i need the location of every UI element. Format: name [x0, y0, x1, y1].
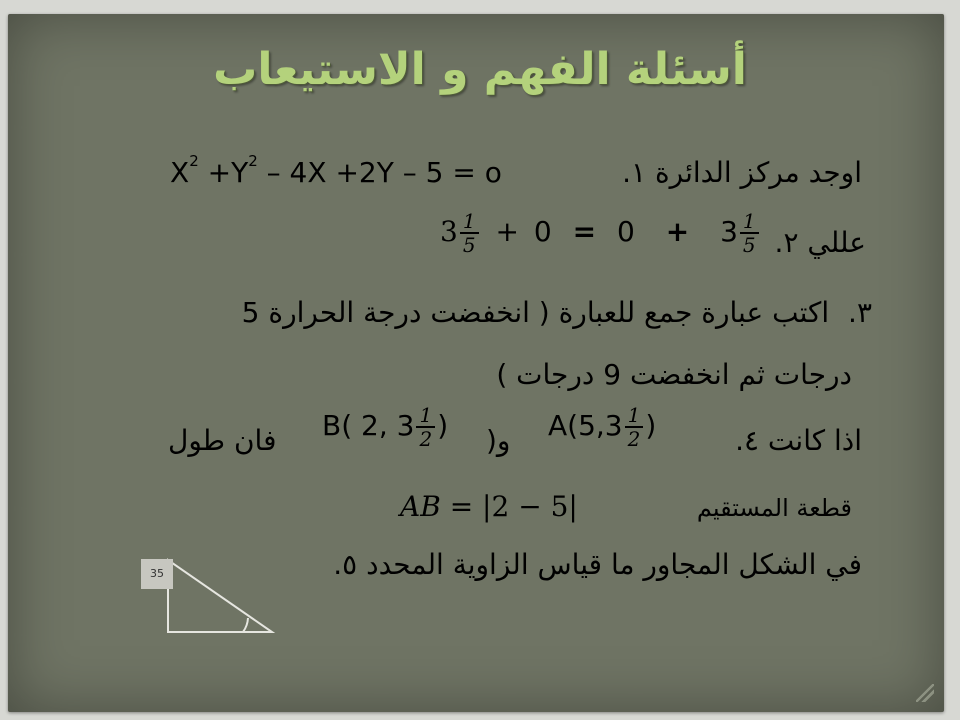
q4-point-b-label: B( 2, 3 [322, 409, 415, 442]
q1-text: اوجد مركز الدائرة [654, 156, 862, 189]
q1-eq-rest: – 4X +2Y – 5 = o [257, 156, 502, 189]
q4-b-close: ) [437, 409, 449, 442]
q2-den-2: 5 [462, 233, 476, 257]
q1-marker: ١. [622, 156, 647, 189]
q5-text: في الشكل المجاور ما قياس الزاوية المحدد [366, 548, 862, 581]
q4-b-den: 2 [419, 427, 433, 451]
q2-plus-1: + [665, 215, 690, 248]
q4-a-fraction [625, 404, 644, 450]
q1-equation [170, 152, 502, 189]
q1-eq-x: X [170, 156, 190, 189]
question-2 [775, 226, 872, 259]
q5-marker: ٥. [333, 548, 358, 581]
q1-exp-1: 2 [189, 152, 199, 170]
q4-marker: ٤. [735, 424, 760, 457]
q4-segment-text: قطعة المستقيم [696, 494, 852, 522]
q2-equals: = [572, 215, 597, 248]
q4-ab-formula-row [400, 490, 578, 523]
q2-num-1: 1 [740, 210, 759, 234]
q2-num-2: 1 [460, 210, 479, 234]
q2-equation [440, 210, 761, 256]
q4-a-num: 1 [625, 404, 644, 428]
q4-and: و( [486, 424, 511, 457]
q2-fraction-2 [460, 210, 479, 256]
q4-b-fraction [416, 404, 435, 450]
q2-plus-2: + [495, 215, 519, 248]
question-3-line-2 [496, 358, 852, 391]
q4-a-den: 2 [627, 427, 641, 451]
q4-point-a [548, 404, 656, 450]
q1-eq-y: +Y [198, 156, 249, 189]
q2-text: عللي [807, 226, 866, 259]
q2-whole-1: 3 [720, 215, 738, 248]
q2-fraction-1 [740, 210, 759, 256]
resize-grip [916, 684, 934, 702]
q4-point-a-label: A(5,3 [548, 409, 623, 442]
q2-den-1: 5 [742, 233, 756, 257]
q4-point-b [322, 404, 448, 450]
q1-exp-2: 2 [248, 152, 258, 170]
q4-then-length: فان طول [168, 424, 277, 457]
q3-text-2: درجات ثم انخفضت 9 درجات ) [496, 358, 852, 391]
q4-a-close: ) [645, 409, 657, 442]
q2-marker: ٢. [774, 226, 799, 259]
q3-text-1: اكتب عبارة جمع للعبارة ( انخفضت درجة الحرارة 5 [241, 296, 830, 329]
slide-title: أسئلة الفهم و الاستيعاب [213, 44, 747, 95]
q2-zero-2: 0 [533, 215, 552, 248]
q4-ab: AB [400, 490, 441, 523]
question-3-line-1 [242, 296, 872, 329]
question-1 [622, 156, 872, 189]
question-4-marker-row [735, 424, 872, 457]
q3-marker: ٣. [848, 296, 872, 329]
q4-ab-formula: |5 − 2| = [440, 490, 578, 523]
question-5 [333, 548, 872, 581]
q2-zero-1: 0 [616, 215, 635, 248]
q2-whole-2: 3 [440, 215, 458, 248]
angle-label: 35 [141, 559, 173, 589]
q4-text-if: اذا كانت [767, 424, 862, 457]
q4-b-num: 1 [416, 404, 435, 428]
triangle-shape [168, 560, 272, 632]
